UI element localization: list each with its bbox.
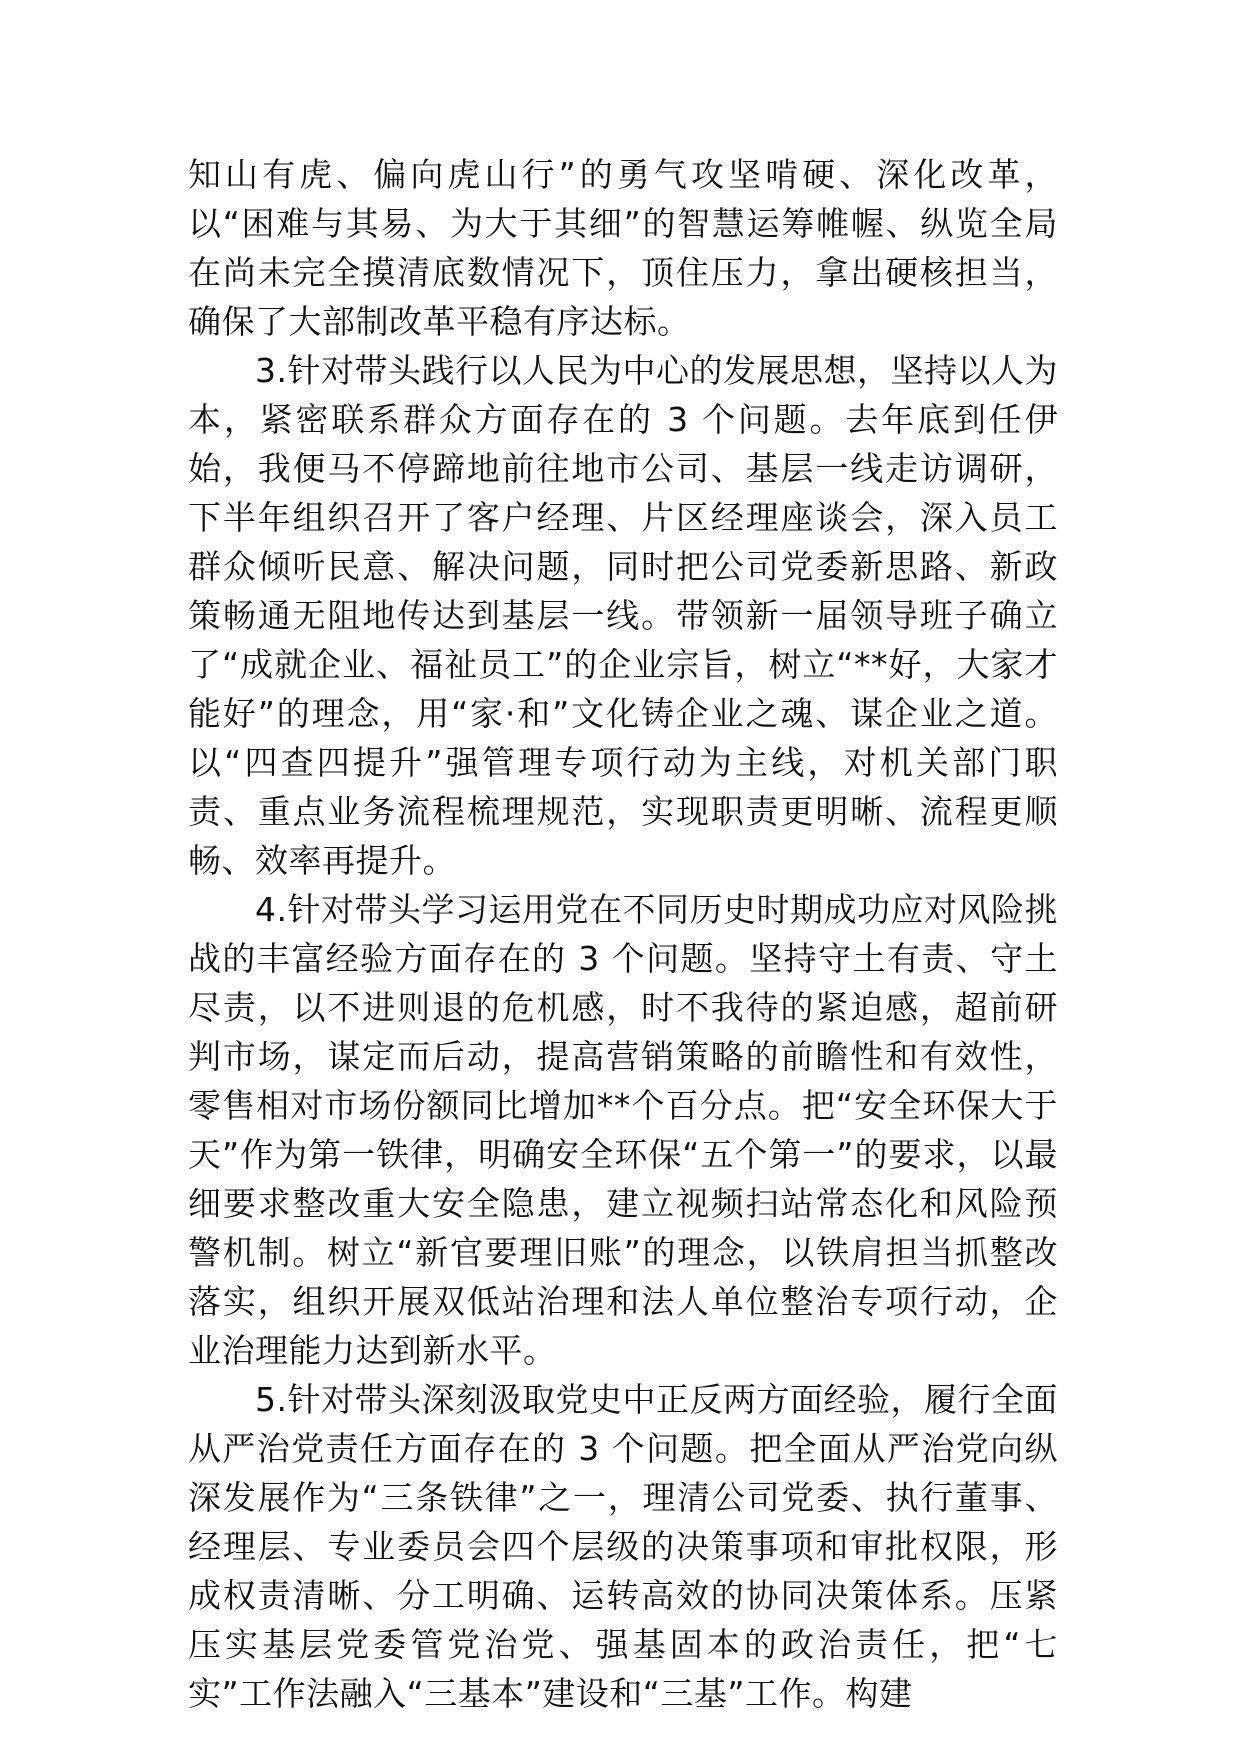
paragraph-item-4: 4.针对带头学习运用党在不同历史时期成功应对风险挑战的丰富经验方面存在的 3 个问题。坚持守土有责、守土尽责，以不进则退的危机感，时不我待的紧迫感，超前研判市场，谋定而后动，提高营销策略的前瞻性和有效性，零售相对市场份额同比增加**个百分点。把“安全环保大于天”作为第一铁律，明确安全环保“五个第一”的要求，以最细要求整改重大安全隐患，建立视频扫站常态化和风险预警机制。树立“新官要理旧账”的理念，以铁肩担当抓整改落实，组织开展双低站治理和法人单位整治专项行动，企业治理能力达到新水平。: [188, 890, 1058, 1370]
paragraph-item-5: 5.针对带头深刻汲取党史中正反两方面经验，履行全面从严治党责任方面存在的 3 个问题。把全面从严治党向纵深发展作为“三条铁律”之一，理清公司党委、执行董事、经理层、专业委员会四个层级的决策事项和审批权限，形成权责清晰、分工明确、运转高效的协同决策体系。压紧压实基层党委管党治党、强基固本的政治责任，把“七实”工作法融入“三基本”建设和“三基”工作。构建: [188, 1380, 1058, 1713]
paragraph-item-3: 3.针对带头践行以人民为中心的发展思想，坚持以人为本，紧密联系群众方面存在的 3 个问题。去年底到任伊始，我便马不停蹄地前往地市公司、基层一线走访调研，下半年组织召开了客户经理、片区经理座谈会，深入员工群众倾听民意、解决问题，同时把公司党委新思路、新政策畅通无阻地传达到基层一线。带领新一届领导班子确立了“成就企业、福祉员工”的企业宗旨，树立“**好，大家才能好”的理念，用“家·和”文化铸企业之魂、谋企业之道。以“四查四提升”强管理专项行动为主线，对机关部门职责、重点业务流程梳理规范，实现职责更明晰、流程更顺畅、效率再提升。: [188, 351, 1058, 880]
document-body: [188, 150, 1058, 1718]
paragraph-continuation: 知山有虎、偏向虎山行”的勇气攻坚啃硬、深化改革，以“困难与其易、为大于其细”的智慧运筹帷幄、纵览全局在尚未完全摸清底数情况下，顶住压力，拿出硬核担当，确保了大部制改革平稳有序达标。: [188, 155, 1058, 341]
